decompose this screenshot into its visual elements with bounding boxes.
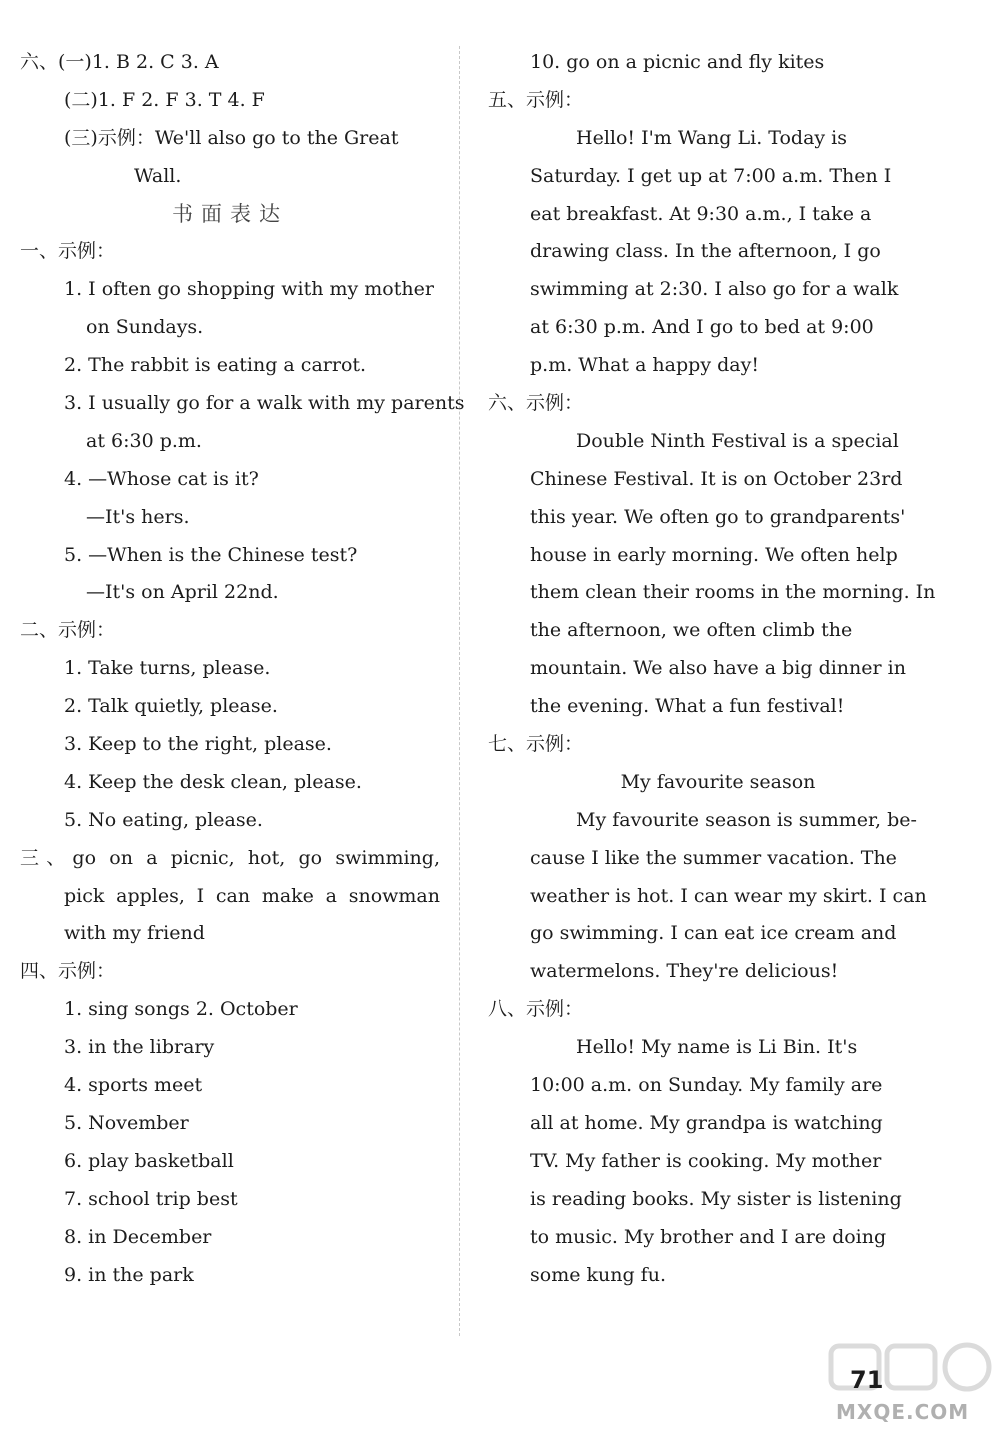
answer-line: go swimming. I can eat ice cream and [530,922,897,945]
answer-line: at 6:30 p.m. [86,429,202,452]
answer-line: (二)1. F 2. F 3. T 4. F [64,88,265,111]
answer-line: 1. sing songs 2. October [64,998,298,1021]
answer-line: 10:00 a.m. on Sunday. My family are [530,1074,883,1097]
section-heading: 一、示例： [20,240,116,263]
essay-title: My favourite season [620,770,816,793]
answer-line: 10. go on a picnic and fly kites [530,51,825,73]
page-number: 71 [850,1366,884,1394]
answer-line: some kung fu. [530,1263,666,1286]
answer-line: drawing class. In the afternoon, I go [530,240,881,263]
answer-line: 6. play basketball [64,1149,234,1172]
answer-line: mountain. We also have a big dinner in [530,657,906,680]
section-heading: 六、示例： [488,392,584,415]
answer-line: pick apples, I can make a snowman [64,884,440,907]
section-heading: 七、示例： [488,733,584,756]
answer-line: —It's on April 22nd. [86,581,279,604]
answer-line: 2. Talk quietly, please. [64,695,278,718]
answer-line: 1. I often go shopping with my mother [64,278,434,301]
answer-line: at 6:30 p.m. And I go to bed at 9:00 [530,316,874,339]
answer-line: with my friend [64,922,205,945]
answer-line: 3. I usually go for a walk with my parents [64,392,465,415]
section-heading: 八、示例： [488,998,584,1021]
answer-line: 六、(一)1. B 2. C 3. A [20,51,219,73]
answer-line: —It's hers. [86,505,190,528]
section-heading: 四、示例： [20,960,116,983]
answer-line: My favourite season is summer, be- [576,808,917,831]
answer-line: 3. in the library [64,1036,215,1059]
answer-line: to music. My brother and I are doing [530,1225,887,1248]
left-column [20,44,465,1294]
answer-line: weather is hot. I can wear my skirt. I can [530,884,927,907]
answer-line: house in early morning. We often help [530,543,898,566]
column-divider [459,46,460,1336]
answer-line: (三)示例：We'll also go to the Great [64,126,399,149]
right-column [488,44,936,1294]
answer-line: swimming at 2:30. I also go for a walk [530,278,899,301]
answer-line: 4. sports meet [64,1074,203,1097]
answer-line: all at home. My grandpa is watching [530,1111,883,1134]
answer-line: them clean their rooms in the morning. In [530,581,936,604]
answer-line: p.m. What a happy day! [530,354,759,377]
answer-line: eat breakfast. At 9:30 a.m., I take a [530,202,872,225]
answer-line: Hello! My name is Li Bin. It's [576,1036,858,1059]
answer-line: 三、go on a picnic, hot, go swimming, [20,846,440,869]
answer-line: the evening. What a fun festival! [530,695,845,718]
section-heading: 二、示例： [20,619,116,642]
answer-line: cause I like the summer vacation. The [530,846,897,869]
answer-line: this year. We often go to grandparents' [530,505,906,528]
answer-line: Chinese Festival. It is on October 23rd [530,467,903,490]
answer-line: on Sundays. [86,316,204,339]
answer-line: 5. —When is the Chinese test? [64,543,358,566]
answer-line: 8. in December [64,1225,212,1248]
section-heading: 五、示例： [488,88,584,111]
answer-line: watermelons. They're delicious! [530,960,839,983]
answer-line: 3. Keep to the right, please. [64,733,332,756]
answer-line: 2. The rabbit is eating a carrot. [64,354,367,377]
answer-line: Hello! I'm Wang Li. Today is [576,126,848,149]
watermark-text: MXQE.COM [836,1400,970,1424]
answer-line: the afternoon, we often climb the [530,619,853,642]
answer-line: Double Ninth Festival is a special [576,429,899,452]
answer-line: 7. school trip best [64,1187,238,1210]
answer-line: is reading books. My sister is listening [530,1187,902,1210]
answer-line: Wall. [134,164,182,187]
answer-line: 4. Keep the desk clean, please. [64,770,362,793]
answer-line: Saturday. I get up at 7:00 a.m. Then I [530,164,892,187]
section-title: 书面表达 [172,201,288,226]
answer-line: 4. —Whose cat is it? [64,467,259,490]
answer-line: 1. Take turns, please. [64,657,271,680]
answer-line: 9. in the park [64,1263,194,1286]
answer-line: TV. My father is cooking. My mother [530,1149,882,1172]
answer-line: 5. No eating, please. [64,808,263,831]
answer-line: 5. November [64,1111,189,1134]
